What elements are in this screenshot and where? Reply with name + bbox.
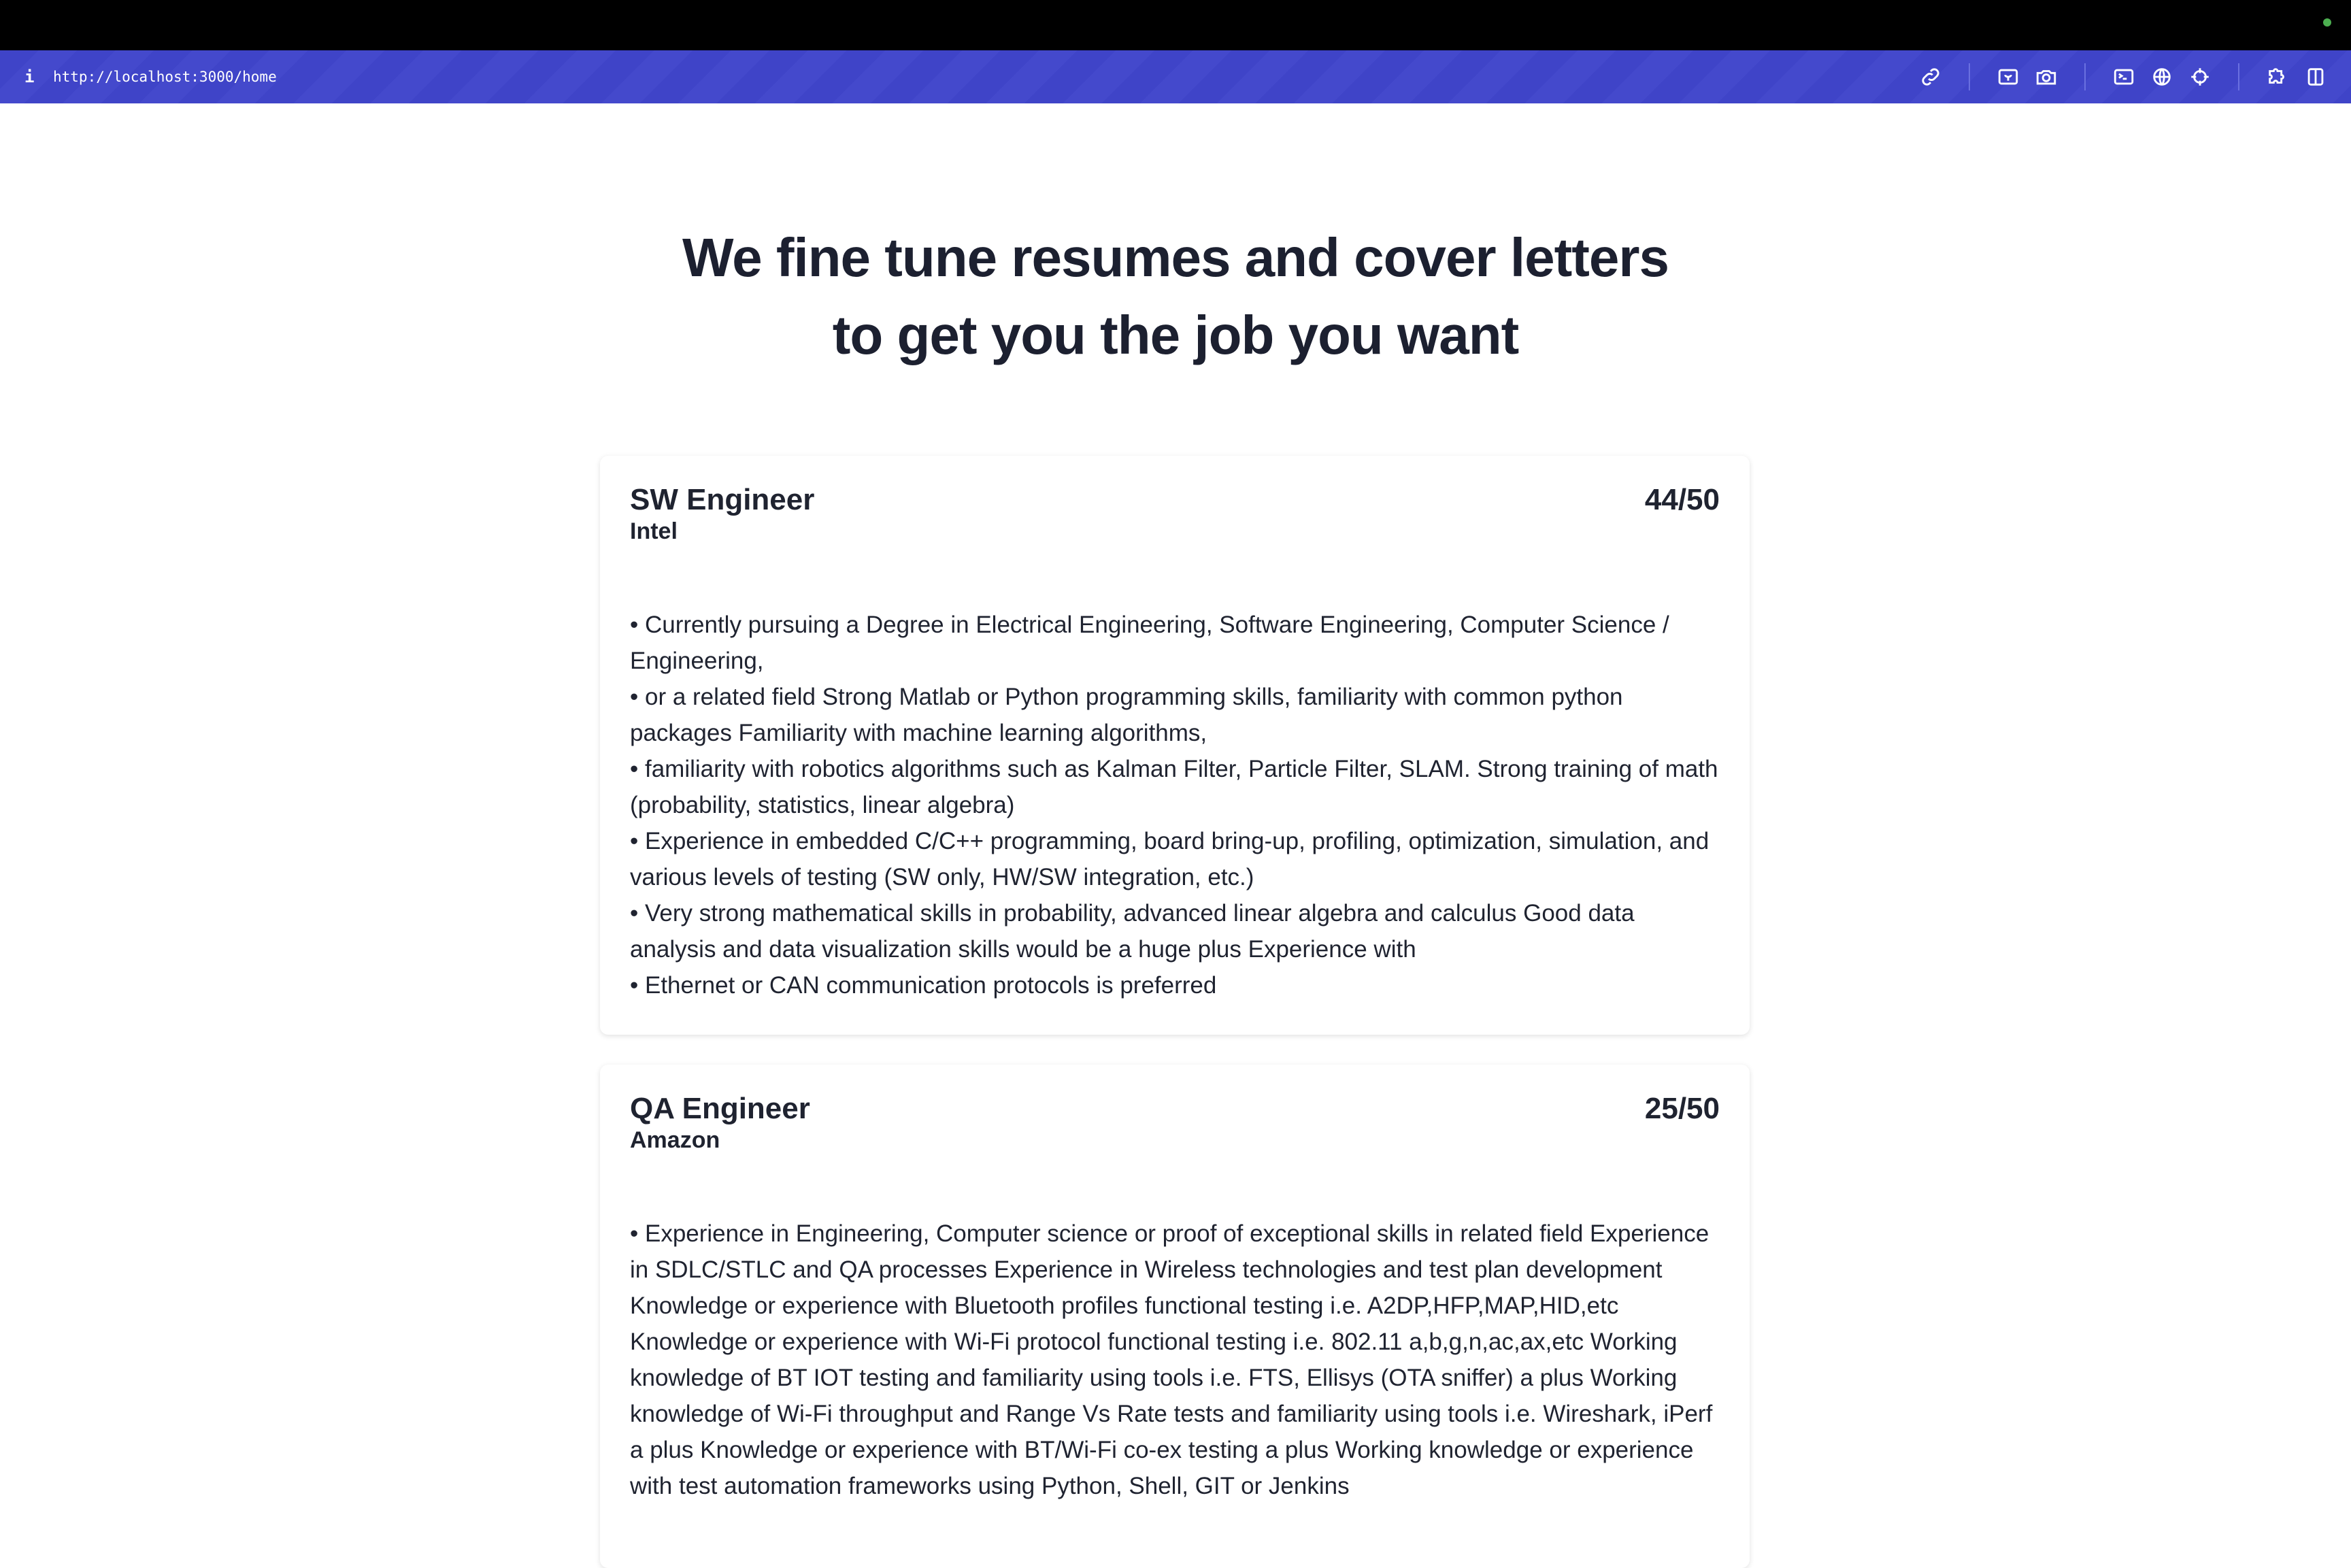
requirement-line: • Experience in Engineering, Computer science or proof of exceptional skills in related field Experience in SDLC/STLC and QA processes Experience in Wireless technologies and test plan development Knowledge or experience with Bluetooth profiles functional testing i.e. A2DP,HFP,MAP,HID,etc Knowledge or experience with Wi-Fi protocol functional testing i.e. 802.11 a,b,g,n,ac,ax,etc Working knowledge of BT IOT testing and familiarity using tools i.e. FTS, Ellisys (OTA sniffer) a plus Working knowledge of Wi-Fi throughput and Range Vs Rate tests and familiarity using tools i.e. Wireshark, iPerf a plus Knowledge or experience with BT/Wi-Fi co-ex testing a plus Working knowledge or experience with test automation frameworks using Python, Shell, GIT or Jenkins bbox=[630, 1220, 1713, 1499]
company-name: Intel bbox=[630, 518, 678, 544]
globe-icon[interactable] bbox=[2143, 58, 2181, 96]
job-title: SW Engineer bbox=[630, 483, 815, 516]
job-title: QA Engineer bbox=[630, 1092, 810, 1125]
toolbar-divider bbox=[2238, 63, 2239, 90]
company-name: Amazon bbox=[630, 1127, 720, 1153]
toolbar-divider bbox=[2084, 63, 2086, 90]
link-icon[interactable] bbox=[1912, 58, 1950, 96]
requirement-line: • Currently pursuing a Degree in Electrical Engineering, Software Engineering, Computer Science / Engineering, bbox=[630, 612, 1669, 674]
image-icon[interactable] bbox=[1989, 58, 2027, 96]
match-score: 44/50 bbox=[1644, 483, 1720, 516]
job-description bbox=[630, 1216, 1720, 1504]
match-score: 25/50 bbox=[1644, 1092, 1720, 1125]
terminal-icon[interactable] bbox=[2105, 58, 2143, 96]
job-description bbox=[630, 607, 1720, 1003]
browser-toolbar bbox=[0, 50, 2351, 103]
page-headline bbox=[0, 219, 2351, 374]
headline-line-1: We fine tune resumes and cover letters bbox=[682, 227, 1669, 288]
camera-icon[interactable] bbox=[2027, 58, 2065, 96]
status-indicator bbox=[2323, 18, 2331, 27]
requirement-line: • or a related field Strong Matlab or Python programming skills, familiarity with common python packages Familiarity with machine learning algorithms, bbox=[630, 684, 1623, 746]
toolbar-divider bbox=[1969, 63, 1970, 90]
job-card[interactable] bbox=[600, 1065, 1750, 1568]
headline-line-2: to get you the job you want bbox=[832, 305, 1519, 365]
url-field[interactable]: http://localhost:3000/home bbox=[53, 69, 277, 85]
job-card[interactable] bbox=[600, 456, 1750, 1035]
window-titlebar bbox=[0, 0, 2351, 50]
requirement-line: • familiarity with robotics algorithms such as Kalman Filter, Particle Filter, SLAM. Strong training of math (probability, statistics, linear algebra) bbox=[630, 756, 1718, 818]
requirement-line: • Experience in embedded C/C++ programming, board bring-up, profiling, optimization, simulation, and various levels of testing (SW only, HW/SW integration, etc.) bbox=[630, 828, 1710, 890]
requirement-line: • Ethernet or CAN communication protocols is preferred bbox=[630, 972, 1217, 999]
crosshair-icon[interactable] bbox=[2181, 58, 2219, 96]
requirement-line: • Very strong mathematical skills in probability, advanced linear algebra and calculus Good data analysis and data visualization skills would be a huge plus Experience with bbox=[630, 900, 1635, 963]
puzzle-icon[interactable] bbox=[2258, 58, 2297, 96]
sidebar-icon[interactable] bbox=[2297, 58, 2335, 96]
info-icon[interactable]: i bbox=[24, 67, 35, 86]
